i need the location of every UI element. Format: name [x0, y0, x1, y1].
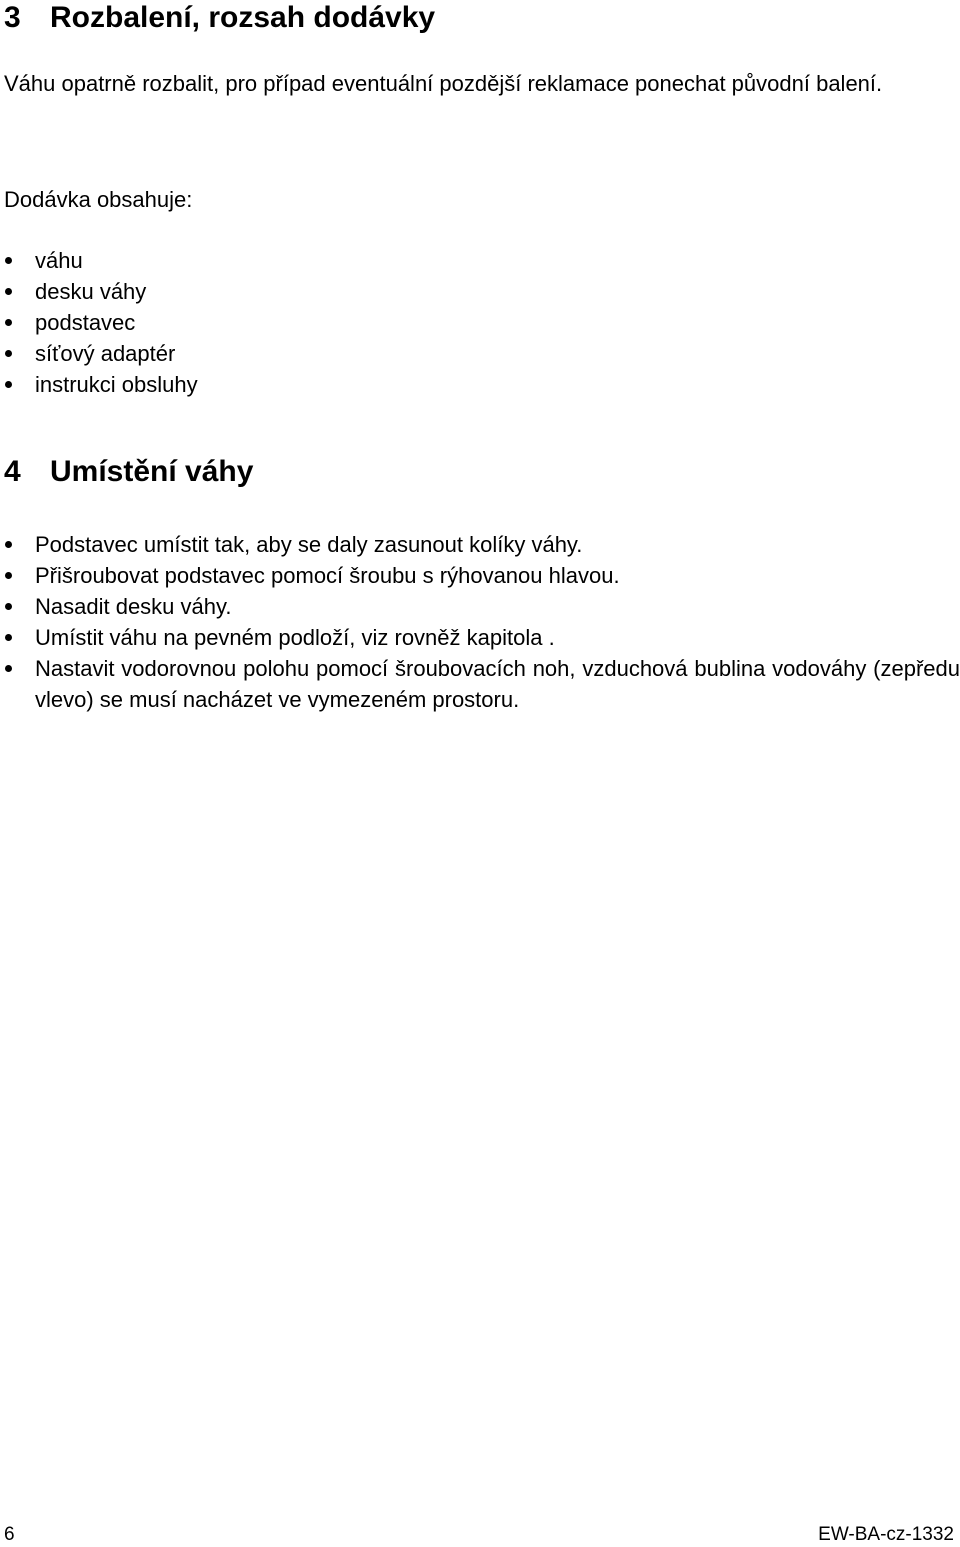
- list-item: desku váhy: [0, 276, 960, 307]
- section-4-number: 4: [4, 455, 21, 488]
- list-item: Podstavec umístit tak, aby se daly zasunout kolíky váhy.: [0, 529, 960, 560]
- page-number: 6: [4, 1524, 15, 1545]
- bullet-icon: [5, 541, 12, 548]
- bullet-icon: [5, 603, 12, 610]
- section-4-title: Umístění váhy: [50, 455, 254, 488]
- section-4-heading: [4, 454, 253, 490]
- list-item: síťový adaptér: [0, 338, 960, 369]
- placement-steps-list: [0, 529, 960, 715]
- bullet-icon: [5, 381, 12, 388]
- list-item: instrukci obsluhy: [0, 369, 960, 400]
- section-3-number: 3: [4, 1, 21, 34]
- list-item: Nastavit vodorovnou polohu pomocí šroubovacích noh, vzduchová bublina vodováhy (zepředu vlevo) se musí nacházet ve vymezeném prostoru.: [0, 653, 960, 715]
- list-item: Umístit váhu na pevném podloží, viz rovněž kapitola .: [0, 622, 960, 653]
- bullet-icon: [5, 665, 12, 672]
- list-item: Nasadit desku váhy.: [0, 591, 960, 622]
- unpacking-paragraph: Váhu opatrně rozbalit, pro případ eventuální pozdější reklamace ponechat původní balení.: [4, 71, 883, 96]
- section-3-title: Rozbalení, rozsah dodávky: [50, 1, 436, 34]
- section-3-heading: [4, 0, 435, 36]
- list-item: váhu: [0, 245, 960, 276]
- bullet-icon: [5, 572, 12, 579]
- bullet-icon: [5, 634, 12, 641]
- delivery-contents-label: Dodávka obsahuje:: [4, 187, 193, 212]
- bullet-icon: [5, 350, 12, 357]
- bullet-icon: [5, 319, 12, 326]
- delivery-contents-list: [0, 245, 960, 400]
- document-code: EW-BA-cz-1332: [818, 1524, 954, 1545]
- list-item: Přišroubovat podstavec pomocí šroubu s rýhovanou hlavou.: [0, 560, 960, 591]
- bullet-icon: [5, 288, 12, 295]
- bullet-icon: [5, 257, 12, 264]
- list-item: podstavec: [0, 307, 960, 338]
